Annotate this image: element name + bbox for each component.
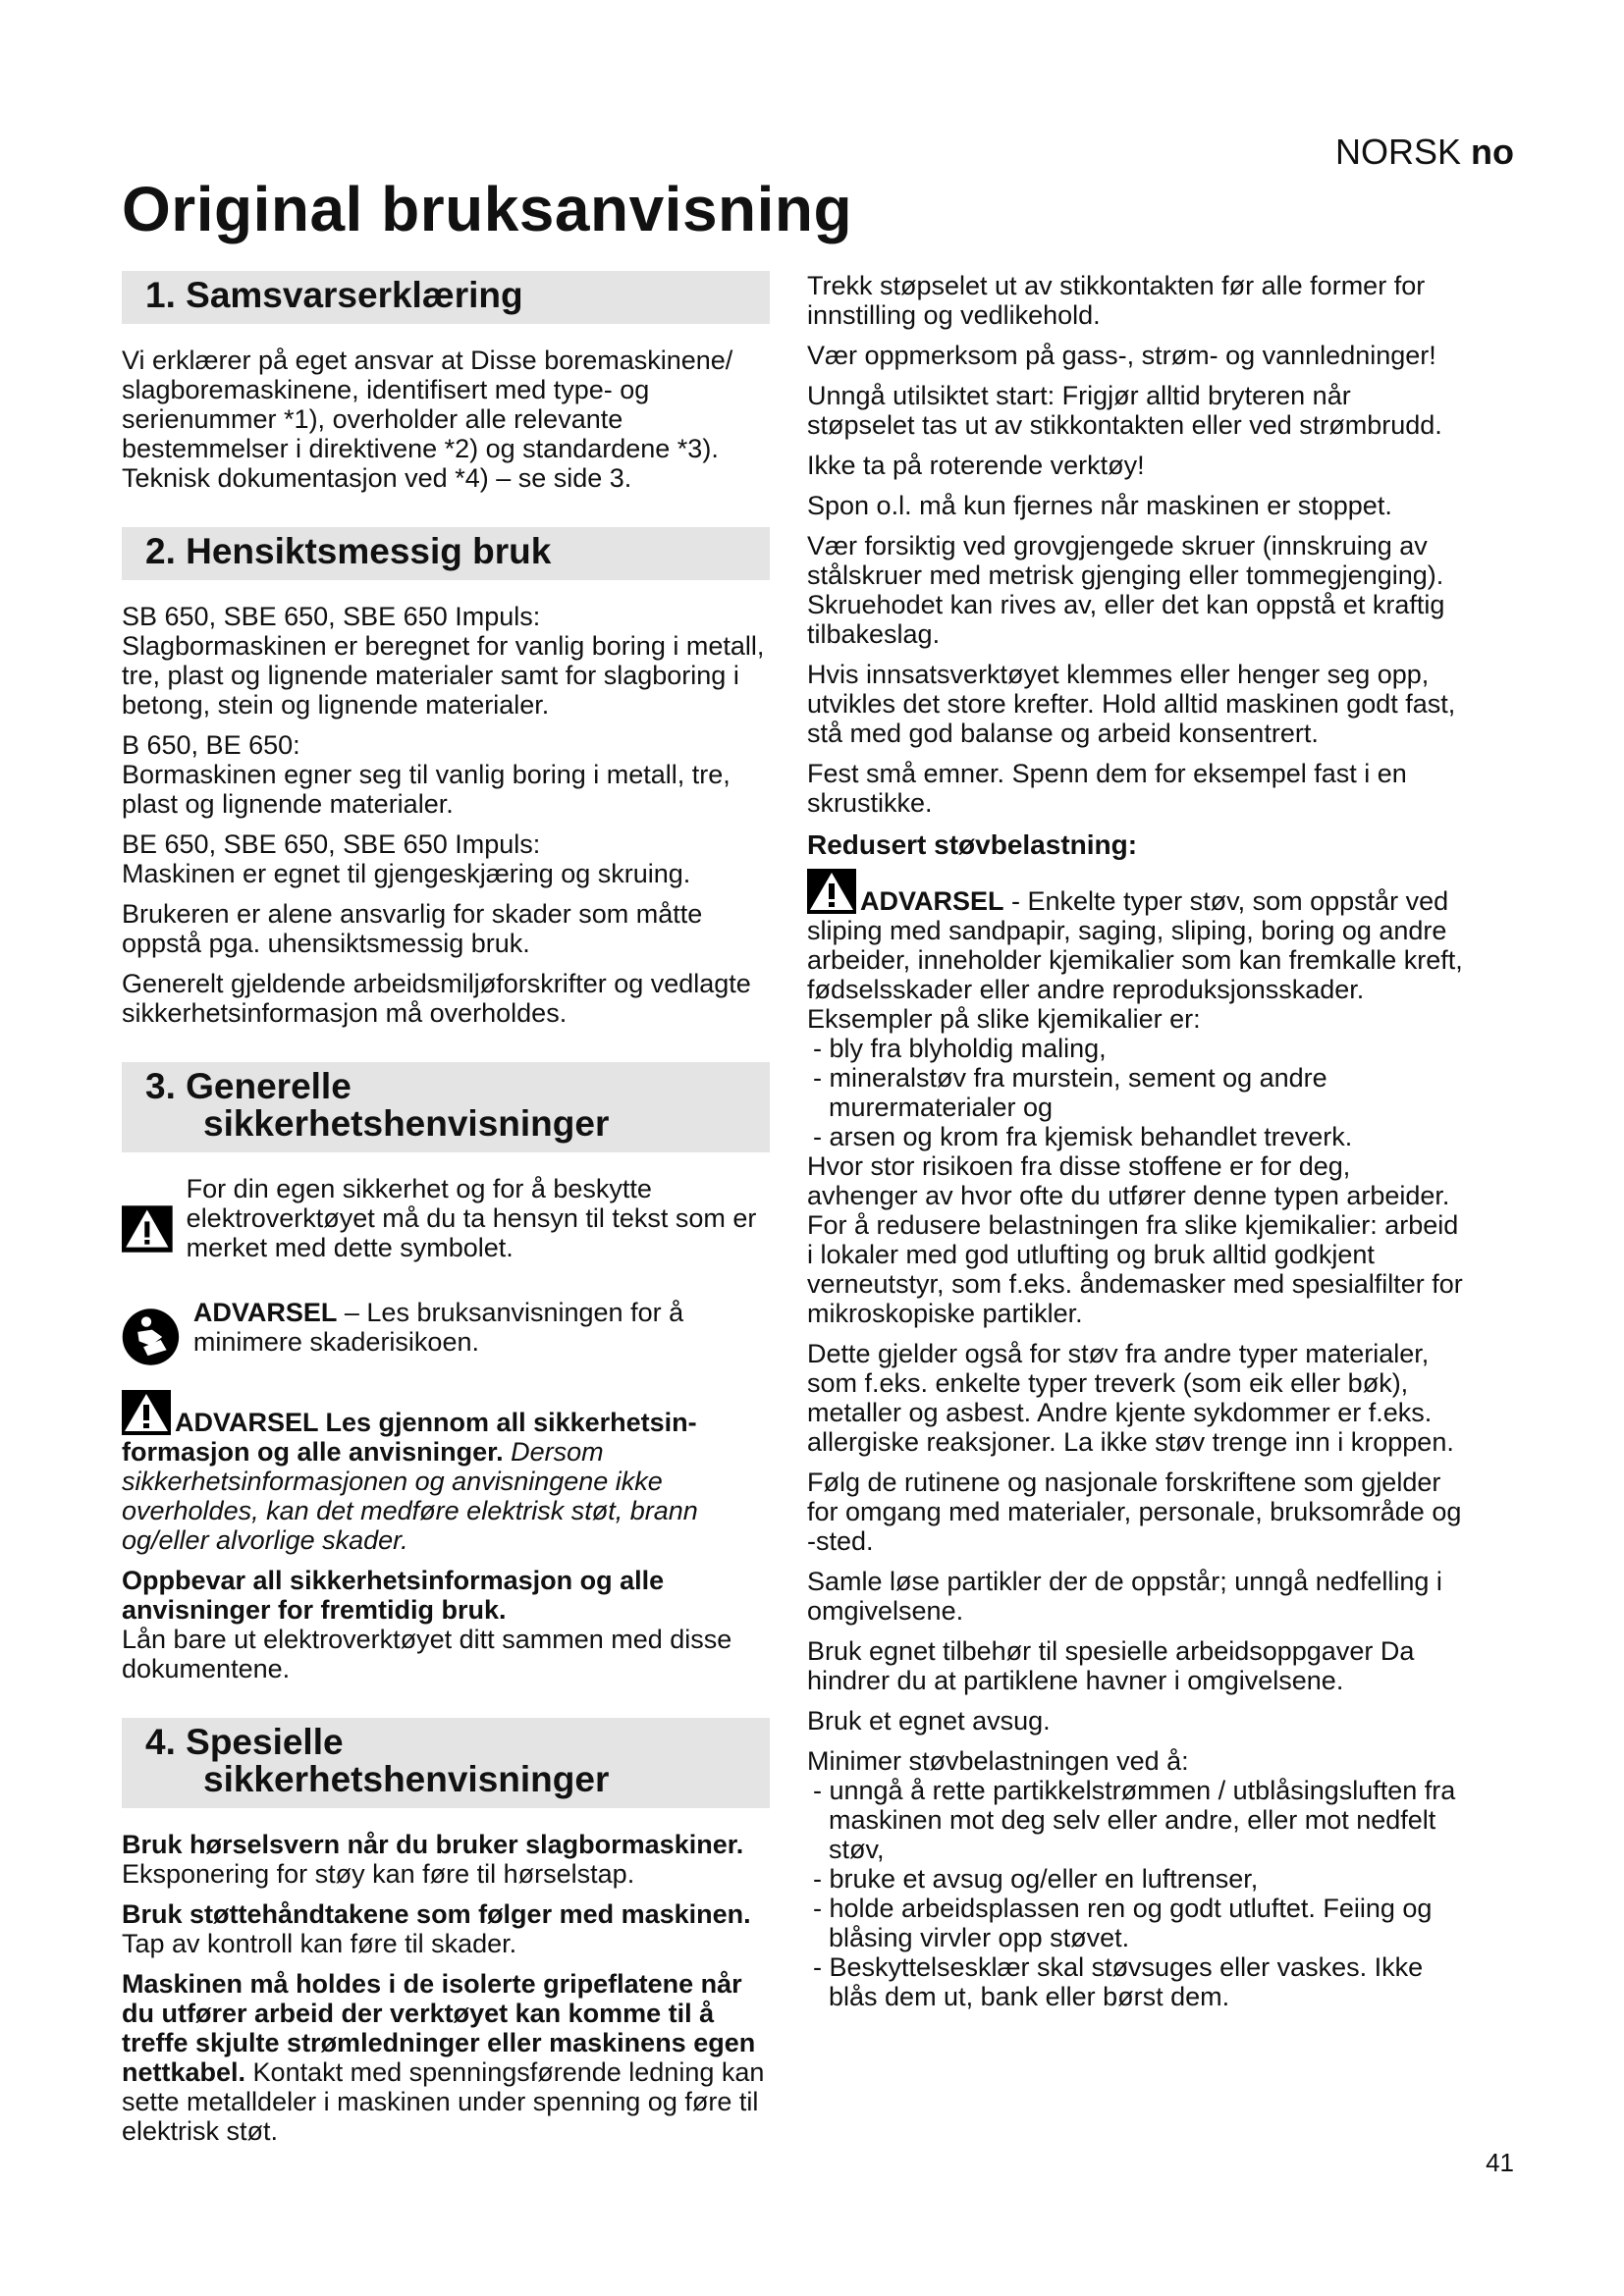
page-title: Original bruksanvisning	[122, 174, 853, 244]
right-p2: Vær oppmerksom på gass-, strøm- og vannledninger!	[807, 341, 1436, 370]
section-1-heading: 1. Samsvarserklæring	[122, 271, 770, 324]
warning-triangle-icon	[122, 1174, 173, 1284]
minimize-list	[807, 1776, 1465, 2011]
section-1-text: Vi erklærer på eget ansvar at Disse boremaskinene/ slagboremaskinene, identifisert med type- og serienummer *1), overholder alle relevante bestemmelser i direktivene *2) og standardene *3). Teknisk dokumentasjon ved *4) – se side 3.	[122, 346, 733, 493]
section-4-p2: Bruk støttehåndtakene som følger med maskinen. Tap av kontroll kan føre til skader.	[122, 1899, 751, 1958]
section-4-heading: 4. Spesielle sikkerhetshenvisninger	[122, 1718, 770, 1808]
dust-heading: Redusert støvbelastning:	[807, 829, 1138, 860]
read-manual-text: ADVARSEL – Les bruksanvisningen for å minimere skaderisikoen.	[192, 1298, 684, 1357]
page-number: 41	[1486, 2148, 1514, 2177]
section-3-heading: 3. Generelle sikkerhetshenvisninger	[122, 1062, 770, 1152]
right-p13: Bruk et egnet avsug.	[807, 1706, 1051, 1735]
section-2-p3: BE 650, SBE 650, SBE 650 Impuls: Maskinen er egnet til gjengeskjæring og skruing.	[122, 829, 691, 888]
right-p12: Bruk egnet tilbehør til spesielle arbeidsoppgaver Da hindrer du at partiklene havner i omgivelsene.	[807, 1636, 1415, 1695]
read-manual-warning	[122, 1298, 770, 1376]
right-p5: Spon o.l. må kun fjernes når maskinen er stoppet.	[807, 491, 1392, 520]
symbol-note-text: For din egen sikkerhet og for å beskytte elektroverktøyet må du ta hensyn til tekst som er merket med dette symbolet.	[186, 1174, 757, 1262]
warning-icon	[807, 869, 856, 914]
section-4-p3: Maskinen må holdes i de isolerte gripeflatene når du utfører arbeid der verktøyet kan komme til å treffe skjulte strømledninger eller maskinens egen nettkabel. Kontakt med spenningsførende ledning kan sette metalldeler i maskinen under spenning og føre til elektrisk støt.	[122, 1969, 765, 2146]
right-p8: Fest små emner. Spenn dem for eksempel fast i en skrustikke.	[807, 759, 1407, 818]
list-item: - unngå å rette partikkelstrømmen / utblåsingsluften fra maskinen mot deg selv eller andre, eller mot nedfelt støv,	[813, 1776, 1456, 1864]
warning-icon	[122, 1390, 171, 1435]
right-p7: Hvis innsatsverktøyet klemmes eller henger seg opp, utvikles det store krefter. Hold alltid maskinen godt fast, stå med god balanse og arbeid konsentrert.	[807, 660, 1456, 748]
list-item: - bly fra blyholdig maling,	[813, 1034, 1107, 1063]
right-p4: Ikke ta på roterende verktøy!	[807, 451, 1145, 480]
right-p14: Minimer støvbelastningen ved å:	[807, 1746, 1189, 1776]
section-2-heading: 2. Hensiktsmessig bruk	[122, 527, 770, 580]
section-2-p1: SB 650, SBE 650, SBE 650 Impuls: Slagbormaskinen er beregnet for vanlig boring i metall, tre, plast og lignende materialer samt for slagboring i betong, stein og lignende materialer.	[122, 602, 765, 720]
dust-list	[807, 1034, 1465, 1151]
dust-after: Hvor stor risikoen fra disse stoffene er for deg, avhenger av hvor ofte du utfører denne typen arbeider. For å redusere belastningen fra slike kjemikalier: arbeid i lokaler med god utlufting og bruk alltid godkjent verneutstyr, som f.eks. åndemasker med spesialfilter for mikroskopiske partikler.	[807, 1151, 1463, 1328]
right-p9: Dette gjelder også for støv fra andre typer materialer, som f.eks. enkelte typer treverk (som eik eller bøk), metaller og asbest. Andre kjente sykdommer er f.eks. allergiske reaksjoner. La ikke støv trenge inn i kroppen.	[807, 1339, 1454, 1457]
list-item: - mineralstøv fra murstein, sement og andre murermaterialer og	[813, 1063, 1327, 1122]
list-item: - arsen og krom fra kjemisk behandlet treverk.	[813, 1122, 1353, 1151]
right-p6: Vær forsiktig ved grovgjengede skruer (innskruing av stålskruer med metrisk gjenging eller tommegjenging). Skruehodet kan rives av, eller det kan oppstå et kraftig tilbakeslag.	[807, 531, 1445, 649]
dust-warning: ADVARSEL - Enkelte typer støv, som oppstår ved sliping med sandpapir, saging, sliping, boring og andre arbeider, inneholder kjemikalier som kan fremkalle kreft, fødselsskader eller andre reproduksjonsskader. Eksempler på slike kjemikalier er:	[807, 869, 1465, 1034]
section-4-p1: Bruk hørselsvern når du bruker slagbormaskiner. Eksponering for støy kan føre til hørselstap.	[122, 1830, 744, 1889]
keep-instructions: Oppbevar all sikkerhetsinformasjon og alle anvisninger for fremtidig bruk. Lån bare ut elektroverktøyet ditt sammen med disse dokumentene.	[122, 1566, 732, 1683]
list-item: - bruke et avsug og/eller en luftrenser,	[813, 1864, 1259, 1894]
language-label: NORSK no	[1334, 132, 1514, 172]
section-2-p2: B 650, BE 650: Bormaskinen egner seg til vanlig boring i metall, tre, plast og lignende materialer.	[122, 730, 731, 819]
list-item: - Beskyttelsesklær skal støvsuges eller vaskes. Ikke blås dem ut, bank eller børst dem.	[813, 1952, 1424, 2011]
section-2-p4: Brukeren er alene ansvarlig for skader som måtte oppstå pga. uhensiktsmessig bruk.	[122, 899, 703, 958]
read-manual-icon	[122, 1298, 180, 1376]
right-p3: Unngå utilsiktet start: Frigjør alltid bryteren når støpselet tas ut av stikkontakten eller ved strømbrudd.	[807, 381, 1442, 440]
right-p10: Følg de rutinene og nasjonale forskriftene som gjelder for omgang med materialer, personale, bruksområde og -sted.	[807, 1468, 1462, 1556]
symbol-note	[122, 1174, 770, 1284]
section-2-p5: Generelt gjeldende arbeidsmiljøforskrifter og vedlagte sikkerhetsinformasjon må overholdes.	[122, 969, 751, 1028]
left-column	[122, 271, 770, 2157]
right-column	[807, 271, 1465, 2022]
right-p1: Trekk støpselet ut av stikkontakten før alle former for innstilling og vedlikehold.	[807, 271, 1426, 330]
right-p11: Samle løse partikler der de oppstår; unngå nedfelling i omgivelsene.	[807, 1567, 1442, 1626]
general-warning: ADVARSEL Les gjennom all sikkerhetsin-formasjon og alle anvisninger. Dersom sikkerhetsinformasjonen og anvisningene ikke overholdes, kan det medføre elektrisk støt, brann og/eller alvorlige skader.	[122, 1390, 770, 1555]
list-item: - holde arbeidsplassen ren og godt utluftet. Feiing og blåsing virvler opp støvet.	[813, 1894, 1433, 1952]
